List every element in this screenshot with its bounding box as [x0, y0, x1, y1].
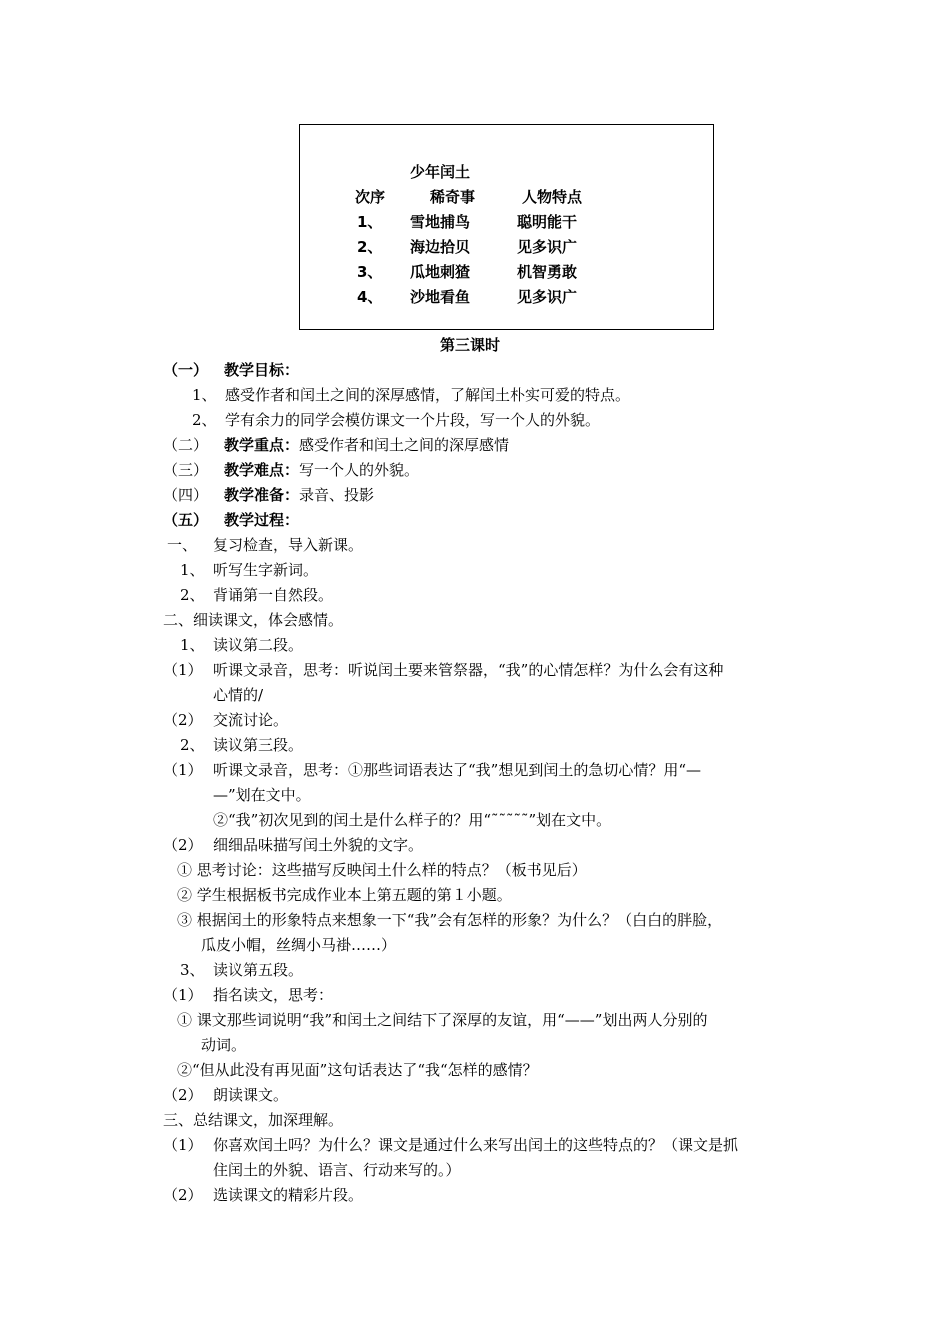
item-number: 2、 [192, 411, 217, 429]
section-number: （四） [163, 486, 209, 504]
board-row-event: 沙地看鱼 [410, 288, 471, 306]
step-number: （1） [163, 661, 203, 679]
step-text: 听课文录音，思考：①那些词语表达了“我”想见到闰土的急切心情？用“— [213, 761, 702, 779]
section-line [224, 485, 374, 505]
step-number: 1、 [180, 636, 205, 654]
step-text: 指名读文，思考： [213, 986, 334, 1004]
section-label: 教学重点： [224, 436, 300, 454]
step-text: 你喜欢闰土吗？为什么？课文是通过什么来写出闰土的这些特点的？（课文是抓 [213, 1136, 739, 1154]
board-title: 少年闰土 [410, 163, 471, 181]
board-row-trait: 见多识广 [517, 288, 578, 306]
step-text-continued: 瓜皮小帽，丝绸小马褂……） [201, 936, 397, 954]
step-number: （2） [163, 1086, 203, 1104]
step-text: 读议第二段。 [213, 636, 304, 654]
section-label: 教学目标： [224, 361, 300, 379]
item-text: 感受作者和闰土之间的深厚感情，了解闰土朴实可爱的特点。 [225, 386, 631, 404]
board-row-event: 雪地捕鸟 [410, 213, 471, 231]
board-header-event: 稀奇事 [430, 188, 476, 206]
step-text: ① 思考讨论：这些描写反映闰土什么样的特点？（板书见后） [177, 861, 587, 879]
step-text-continued: —”划在文中。 [213, 786, 311, 804]
section-number: （二） [163, 436, 209, 454]
section-label: 教学过程： [224, 511, 300, 529]
section-number: （一） [163, 361, 209, 379]
lesson-title: 第三课时 [440, 336, 501, 354]
step-number: 2、 [180, 736, 205, 754]
board-row-num: 2、 [357, 238, 383, 256]
board-row-trait: 聪明能干 [517, 213, 578, 231]
step-text-continued: 动词。 [201, 1036, 247, 1054]
step-number: 1、 [180, 561, 205, 579]
step-text: 读议第三段。 [213, 736, 304, 754]
board-header-trait: 人物特点 [522, 188, 583, 206]
step-text: 细细品味描写闰土外貌的文字。 [213, 836, 424, 854]
item-text: 学有余力的同学会模仿课文一个片段，写一个人的外貌。 [225, 411, 601, 429]
step-text: ② 学生根据板书完成作业本上第五题的第１小题。 [177, 886, 512, 904]
step-text: 二、细读课文，体会感情。 [163, 611, 344, 629]
board-row-num: 3、 [357, 263, 383, 281]
step-text: 听写生字新词。 [213, 561, 319, 579]
section-text: 录音、投影 [299, 486, 375, 504]
step-text: 读议第五段。 [213, 961, 304, 979]
step-text: 三、总结课文，加深理解。 [163, 1111, 344, 1129]
step-text-continued: ②“我”初次见到的闰土是什么样子的？用“˜˜˜˜˜”划在文中。 [213, 811, 612, 829]
section-line [224, 460, 419, 480]
step-number: 3、 [180, 961, 205, 979]
section-number: （五） [163, 511, 209, 529]
section-label: 教学准备： [224, 486, 300, 504]
step-text-continued: 住闰土的外貌、语言、行动来写的。） [213, 1161, 461, 1179]
step-text: 朗读课文。 [213, 1086, 289, 1104]
step-number: （2） [163, 836, 203, 854]
step-number: （1） [163, 986, 203, 1004]
step-text: ③ 根据闰土的形象特点来想象一下“我”会有怎样的形象？为什么？（白白的胖脸， [177, 911, 723, 929]
board-row-num: 1、 [357, 213, 383, 231]
item-number: 1、 [192, 386, 217, 404]
board-row-trait: 机智勇敢 [517, 263, 578, 281]
board-row-event: 海边拾贝 [410, 238, 471, 256]
step-number: 2、 [180, 586, 205, 604]
section-text: 写一个人的外貌。 [299, 461, 420, 479]
section-line [224, 435, 509, 455]
step-text: 复习检查，导入新课。 [213, 536, 364, 554]
step-text-continued: 心情的/ [213, 686, 264, 704]
step-text: 背诵第一自然段。 [213, 586, 334, 604]
board-row-trait: 见多识广 [517, 238, 578, 256]
board-header-order: 次序 [355, 188, 386, 206]
step-text: 听课文录音，思考：听说闰土要来管祭器，“我”的心情怎样？为什么会有这种 [213, 661, 724, 679]
step-number: （1） [163, 761, 203, 779]
section-text: 感受作者和闰土之间的深厚感情 [299, 436, 510, 454]
step-number: 一、 [167, 536, 198, 554]
step-number: （1） [163, 1136, 203, 1154]
section-number: （三） [163, 461, 209, 479]
board-row-num: 4、 [357, 288, 383, 306]
step-text: ① 课文那些词说明“我”和闰土之间结下了深厚的友谊，用“——”划出两人分别的 [177, 1011, 708, 1029]
step-text: 选读课文的精彩片段。 [213, 1186, 364, 1204]
step-text: ②“但从此没有再见面”这句话表达了“我“怎样的感情？ [177, 1061, 538, 1079]
board-row-event: 瓜地刺猹 [410, 263, 471, 281]
section-label: 教学难点： [224, 461, 300, 479]
step-number: （2） [163, 711, 203, 729]
step-number: （2） [163, 1186, 203, 1204]
step-text: 交流讨论。 [213, 711, 289, 729]
